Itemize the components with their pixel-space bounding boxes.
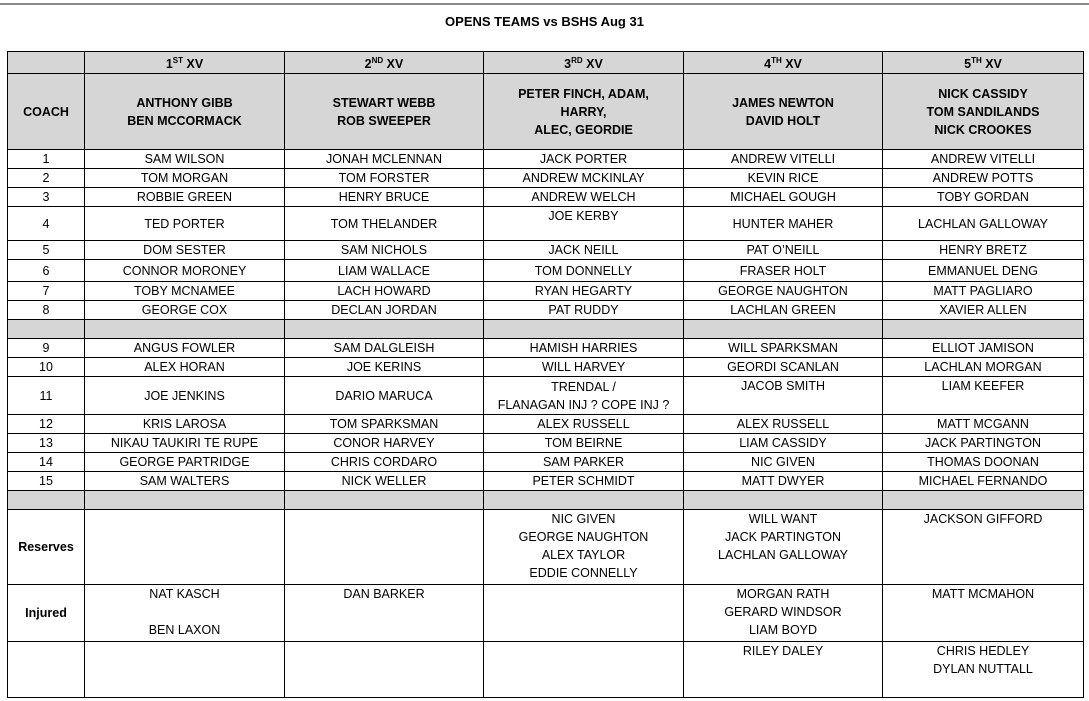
extra-cell <box>484 642 684 698</box>
player-name: LACHLAN GREEN <box>730 303 836 318</box>
player-name: GEORGE COX <box>141 303 228 318</box>
top-divider <box>0 3 1089 5</box>
player-name: TRENDAL / <box>551 379 616 394</box>
player-cell <box>85 150 285 169</box>
player-cell <box>85 434 285 453</box>
player-cell <box>883 241 1084 260</box>
spacer-cell <box>85 491 285 510</box>
player-cell <box>883 150 1084 169</box>
player-cell <box>285 241 484 260</box>
player-name: WILL HARVEY <box>541 360 626 375</box>
position-number: 2 <box>8 169 85 188</box>
coach-name: HARRY, <box>560 104 607 119</box>
spacer-cell <box>285 491 484 510</box>
reserves-cell <box>484 510 684 585</box>
injured-name: BEN LAXON <box>148 623 221 638</box>
injured-name: NAT KASCH <box>149 587 220 602</box>
player-row <box>8 260 1084 282</box>
header-blank-cell <box>8 52 85 74</box>
player-name: SAM NICHOLS <box>340 243 428 258</box>
extra-name: RILEY DALEY <box>742 644 824 659</box>
injured-name <box>87 603 282 621</box>
player-name: EMMANUEL DENG <box>928 263 1038 278</box>
player-cell <box>484 358 684 377</box>
position-number: 1 <box>8 150 85 169</box>
player-cell <box>484 188 684 207</box>
player-cell <box>883 260 1084 282</box>
player-cell <box>484 377 684 415</box>
coach-row <box>8 74 1084 150</box>
position-number: 6 <box>8 260 85 282</box>
reserves-label: Reserves <box>8 510 85 585</box>
team-number: 4 <box>764 57 772 72</box>
player-cell <box>684 453 883 472</box>
player-name: ANDREW POTTS <box>932 171 1034 186</box>
spacer-row <box>8 491 1084 510</box>
injured-cell <box>883 585 1084 642</box>
player-name: TOM SPARKSMAN <box>329 417 439 432</box>
player-name: WILL SPARKSMAN <box>728 341 838 356</box>
spacer-cell <box>8 320 85 339</box>
position-number: 13 <box>8 434 85 453</box>
player-cell <box>684 260 883 282</box>
player-cell <box>484 150 684 169</box>
team-header-row <box>8 52 1084 74</box>
coach-name: BEN MCCORMACK <box>127 113 242 128</box>
player-cell <box>285 453 484 472</box>
player-cell <box>684 150 883 169</box>
position-number: 11 <box>8 377 85 415</box>
injured-cell <box>684 585 883 642</box>
player-name: JACK PORTER <box>539 152 628 167</box>
player-cell <box>684 377 883 415</box>
player-name: MICHAEL GOUGH <box>730 190 836 205</box>
player-row <box>8 358 1084 377</box>
player-name: KEVIN RICE <box>747 171 819 186</box>
player-name: TOM MORGAN <box>140 171 229 186</box>
player-name: JOE JENKINS <box>144 388 225 403</box>
reserves-name: EDDIE CONNELLY <box>529 566 638 581</box>
player-name: CONNOR MORONEY <box>122 263 247 278</box>
team-number: 1 <box>165 57 173 72</box>
player-name: GEORGE NAUGHTON <box>718 284 848 299</box>
coach-name: ALEC, GEORDIE <box>534 122 633 137</box>
team-xv-label: XV <box>183 57 204 72</box>
extra-name: CHRIS HEDLEY <box>936 644 1030 659</box>
player-cell <box>285 301 484 320</box>
position-number: 3 <box>8 188 85 207</box>
position-number: 4 <box>8 207 85 241</box>
player-cell <box>684 169 883 188</box>
player-name: SAM DALGLEISH <box>333 341 435 356</box>
player-cell <box>883 453 1084 472</box>
player-name: RYAN HEGARTY <box>534 284 633 299</box>
player-cell <box>684 339 883 358</box>
player-name: LACH HOWARD <box>337 284 431 299</box>
player-name: SAM PARKER <box>542 455 625 470</box>
player-cell <box>285 260 484 282</box>
player-name: CONOR HARVEY <box>333 436 435 451</box>
player-row <box>8 241 1084 260</box>
injured-name: MORGAN RATH <box>736 587 830 602</box>
spacer-cell <box>883 491 1084 510</box>
player-name: ELLIOT JAMISON <box>932 341 1034 356</box>
player-name: ANGUS FOWLER <box>133 341 236 356</box>
coach-cell-3 <box>484 74 684 150</box>
player-name: NIC GIVEN <box>751 455 815 470</box>
position-number: 7 <box>8 282 85 301</box>
player-name: DARIO MARUCA <box>335 388 433 403</box>
player-name: HENRY BRUCE <box>338 190 430 205</box>
coach-name: STEWART WEBB <box>332 95 436 110</box>
team-xv-label: XV <box>582 57 603 72</box>
injured-label: Injured <box>8 585 85 642</box>
reserves-name: ALEX TAYLOR <box>541 548 626 563</box>
extra-cell <box>684 642 883 698</box>
reserves-name: NIC GIVEN <box>551 512 616 527</box>
player-name: ROBBIE GREEN <box>136 190 233 205</box>
player-cell <box>484 282 684 301</box>
player-cell <box>85 282 285 301</box>
player-cell <box>85 188 285 207</box>
player-cell <box>484 339 684 358</box>
player-name: MATT PAGLIARO <box>933 284 1033 299</box>
player-name: SAM WALTERS <box>139 474 230 489</box>
player-row <box>8 339 1084 358</box>
player-name: THOMAS DOONAN <box>927 455 1039 470</box>
player-cell <box>883 282 1084 301</box>
team-number: 2 <box>364 57 372 72</box>
player-cell <box>484 169 684 188</box>
player-cell <box>684 207 883 241</box>
team-ordinal-suffix: ND <box>371 56 384 65</box>
player-name: JOE KERINS <box>346 360 422 375</box>
player-cell <box>85 260 285 282</box>
player-cell <box>484 241 684 260</box>
coach-name: JAMES NEWTON <box>732 95 834 110</box>
spacer-cell <box>8 491 85 510</box>
player-cell <box>85 358 285 377</box>
player-cell <box>85 377 285 415</box>
position-number: 14 <box>8 453 85 472</box>
injured-name: DAN BARKER <box>343 587 425 602</box>
reserves-name: LACHLAN GALLOWAY <box>718 548 848 563</box>
player-row <box>8 169 1084 188</box>
player-note: FLANAGAN INJ ? COPE INJ ? <box>497 397 670 412</box>
player-cell <box>285 188 484 207</box>
position-number: 5 <box>8 241 85 260</box>
player-cell <box>684 241 883 260</box>
team-ordinal-suffix: RD <box>571 56 583 65</box>
spacer-cell <box>484 320 684 339</box>
position-number: 9 <box>8 339 85 358</box>
coach-name: TOM SANDILANDS <box>926 104 1040 119</box>
reserves-name: WILL WANT <box>748 512 818 527</box>
coach-name: ANTHONY GIBB <box>136 95 233 110</box>
player-cell <box>883 207 1084 241</box>
player-name: LIAM WALLACE <box>338 263 430 278</box>
player-cell <box>684 358 883 377</box>
player-name: PAT O’NEILL <box>746 243 820 258</box>
player-row <box>8 472 1084 491</box>
reserves-name: JACK PARTINGTON <box>725 530 841 545</box>
player-cell <box>285 415 484 434</box>
player-cell <box>85 169 285 188</box>
extra-cell <box>883 642 1084 698</box>
player-cell <box>883 472 1084 491</box>
player-name: MICHAEL FERNANDO <box>918 474 1048 489</box>
extra-label <box>8 642 85 698</box>
player-cell <box>883 301 1084 320</box>
player-name: ANDREW WELCH <box>531 190 636 205</box>
team-header-5 <box>883 52 1084 74</box>
player-name: JACK PARTINGTON <box>925 436 1041 451</box>
team-header-3 <box>484 52 684 74</box>
player-name: LACHLAN MORGAN <box>924 360 1042 375</box>
position-number: 10 <box>8 358 85 377</box>
player-cell <box>85 415 285 434</box>
player-name: TED PORTER <box>144 216 225 231</box>
player-name: TOBY MCNAMEE <box>134 284 235 299</box>
player-name: LACHLAN GALLOWAY <box>918 216 1048 231</box>
coach-name: PETER FINCH, ADAM, <box>518 86 649 101</box>
player-name: DOM SESTER <box>143 243 226 258</box>
team-number: 5 <box>964 57 972 72</box>
coach-label: COACH <box>8 74 85 150</box>
team-ordinal-suffix: TH <box>971 56 982 65</box>
player-cell <box>285 282 484 301</box>
player-name: HAMISH HARRIES <box>529 341 638 356</box>
player-row <box>8 301 1084 320</box>
player-name: TOM FORSTER <box>338 171 430 186</box>
player-cell <box>285 358 484 377</box>
coach-cell-2 <box>285 74 484 150</box>
player-cell <box>85 207 285 241</box>
player-row <box>8 207 1084 241</box>
player-cell <box>484 472 684 491</box>
player-cell <box>484 415 684 434</box>
player-name: GEORDI SCANLAN <box>727 360 839 375</box>
coach-name: NICK CASSIDY <box>938 86 1028 101</box>
player-row <box>8 150 1084 169</box>
injured-name: GERARD WINDSOR <box>724 605 842 620</box>
team-xv-label: XV <box>781 57 802 72</box>
player-name: ALEX RUSSELL <box>736 417 830 432</box>
team-header-2 <box>285 52 484 74</box>
extra-cell <box>85 642 285 698</box>
player-name: JONAH MCLENNAN <box>326 152 442 167</box>
spacer-cell <box>484 491 684 510</box>
coach-cell-4 <box>684 74 883 150</box>
player-cell <box>883 415 1084 434</box>
player-name: GEORGE PARTRIDGE <box>119 455 250 470</box>
injured-cell <box>285 585 484 642</box>
coach-name: ROB SWEEPER <box>337 113 431 128</box>
player-cell <box>684 434 883 453</box>
position-number: 15 <box>8 472 85 491</box>
player-cell <box>484 260 684 282</box>
player-name: MATT MCGANN <box>937 417 1029 432</box>
player-cell <box>85 301 285 320</box>
coach-cell-1 <box>85 74 285 150</box>
player-name: TOM DONNELLY <box>534 263 633 278</box>
reserves-name: GEORGE NAUGHTON <box>518 530 649 545</box>
player-name: TOBY GORDAN <box>937 190 1029 205</box>
coach-name: NICK CROOKES <box>934 122 1032 137</box>
player-name: ALEX RUSSELL <box>537 417 630 432</box>
spacer-cell <box>883 320 1084 339</box>
player-cell <box>285 377 484 415</box>
player-cell <box>484 453 684 472</box>
player-cell <box>285 472 484 491</box>
position-number: 12 <box>8 415 85 434</box>
team-ordinal-suffix: ST <box>172 56 184 65</box>
player-name: PAT RUDDY <box>548 303 619 318</box>
player-name: JOE KERBY <box>548 209 619 224</box>
player-name: MATT DWYER <box>741 474 825 489</box>
player-row <box>8 415 1084 434</box>
player-name: LIAM CASSIDY <box>739 436 827 451</box>
player-cell <box>85 453 285 472</box>
player-row <box>8 282 1084 301</box>
team-ordinal-suffix: TH <box>771 56 782 65</box>
injured-name: MATT MCMAHON <box>931 587 1035 602</box>
player-name: XAVIER ALLEN <box>939 303 1027 318</box>
spacer-cell <box>285 320 484 339</box>
player-cell <box>484 434 684 453</box>
player-cell <box>684 282 883 301</box>
team-number: 3 <box>564 57 572 72</box>
spacer-row <box>8 320 1084 339</box>
player-name: ANDREW VITELLI <box>730 152 836 167</box>
team-header-4 <box>684 52 883 74</box>
player-cell <box>85 472 285 491</box>
coach-cell-5 <box>883 74 1084 150</box>
player-cell <box>285 150 484 169</box>
player-name: HUNTER MAHER <box>732 216 834 231</box>
injured <box>8 585 1084 642</box>
injured-cell <box>484 585 684 642</box>
player-name: CHRIS CORDARO <box>330 455 438 470</box>
player-name: FRASER HOLT <box>739 263 827 278</box>
player-cell <box>684 188 883 207</box>
player-row <box>8 434 1084 453</box>
extra-cell <box>285 642 484 698</box>
coach-name: DAVID HOLT <box>745 113 821 128</box>
player-name: ANDREW MCKINLAY <box>522 171 645 186</box>
spacer-cell <box>684 491 883 510</box>
player-name: DECLAN JORDAN <box>331 303 437 318</box>
injured-name: LIAM BOYD <box>748 623 818 638</box>
reserves-name: JACKSON GIFFORD <box>923 512 1043 527</box>
player-name: KRIS LAROSA <box>142 417 227 432</box>
player-cell <box>883 339 1084 358</box>
extra-name: DYLAN NUTTALL <box>933 662 1033 677</box>
player-name: LIAM KEEFER <box>941 379 1025 394</box>
player-name: NIKAU TAUKIRI TE RUPE <box>110 436 259 451</box>
player-row <box>8 188 1084 207</box>
player-name: PETER SCHMIDT <box>532 474 635 489</box>
player-cell <box>285 434 484 453</box>
player-name: HENRY BRETZ <box>939 243 1027 258</box>
player-name: NICK WELLER <box>341 474 427 489</box>
extra <box>8 642 1084 698</box>
team-xv-label: XV <box>383 57 404 72</box>
player-name: JACOB SMITH <box>740 379 826 394</box>
player-cell <box>883 188 1084 207</box>
player-cell <box>684 301 883 320</box>
player-cell <box>883 358 1084 377</box>
player-name: TOM BEIRNE <box>544 436 623 451</box>
reserves-cell <box>684 510 883 585</box>
spacer-cell <box>684 320 883 339</box>
player-cell <box>285 339 484 358</box>
player-name: TOM THELANDER <box>330 216 438 231</box>
player-name: JACK NEILL <box>548 243 619 258</box>
player-cell <box>883 377 1084 415</box>
player-name: SAM WILSON <box>144 152 225 167</box>
injured-cell <box>85 585 285 642</box>
reserves-cell <box>883 510 1084 585</box>
player-cell <box>684 415 883 434</box>
player-cell <box>285 207 484 241</box>
team-xv-label: XV <box>981 57 1002 72</box>
spacer-cell <box>85 320 285 339</box>
player-cell <box>85 339 285 358</box>
reserves <box>8 510 1084 585</box>
player-row <box>8 377 1084 415</box>
teams-table <box>7 51 1084 698</box>
player-cell <box>285 169 484 188</box>
player-row <box>8 453 1084 472</box>
player-cell <box>883 169 1084 188</box>
player-cell <box>484 301 684 320</box>
player-name: ALEX HORAN <box>144 360 225 375</box>
reserves-cell <box>85 510 285 585</box>
player-cell <box>883 434 1084 453</box>
player-cell <box>684 472 883 491</box>
position-number: 8 <box>8 301 85 320</box>
page-title: OPENS TEAMS vs BSHS Aug 31 <box>445 14 644 29</box>
team-header-1 <box>85 52 285 74</box>
reserves-cell <box>285 510 484 585</box>
player-name: ANDREW VITELLI <box>930 152 1036 167</box>
player-cell <box>85 241 285 260</box>
player-cell <box>484 207 684 241</box>
